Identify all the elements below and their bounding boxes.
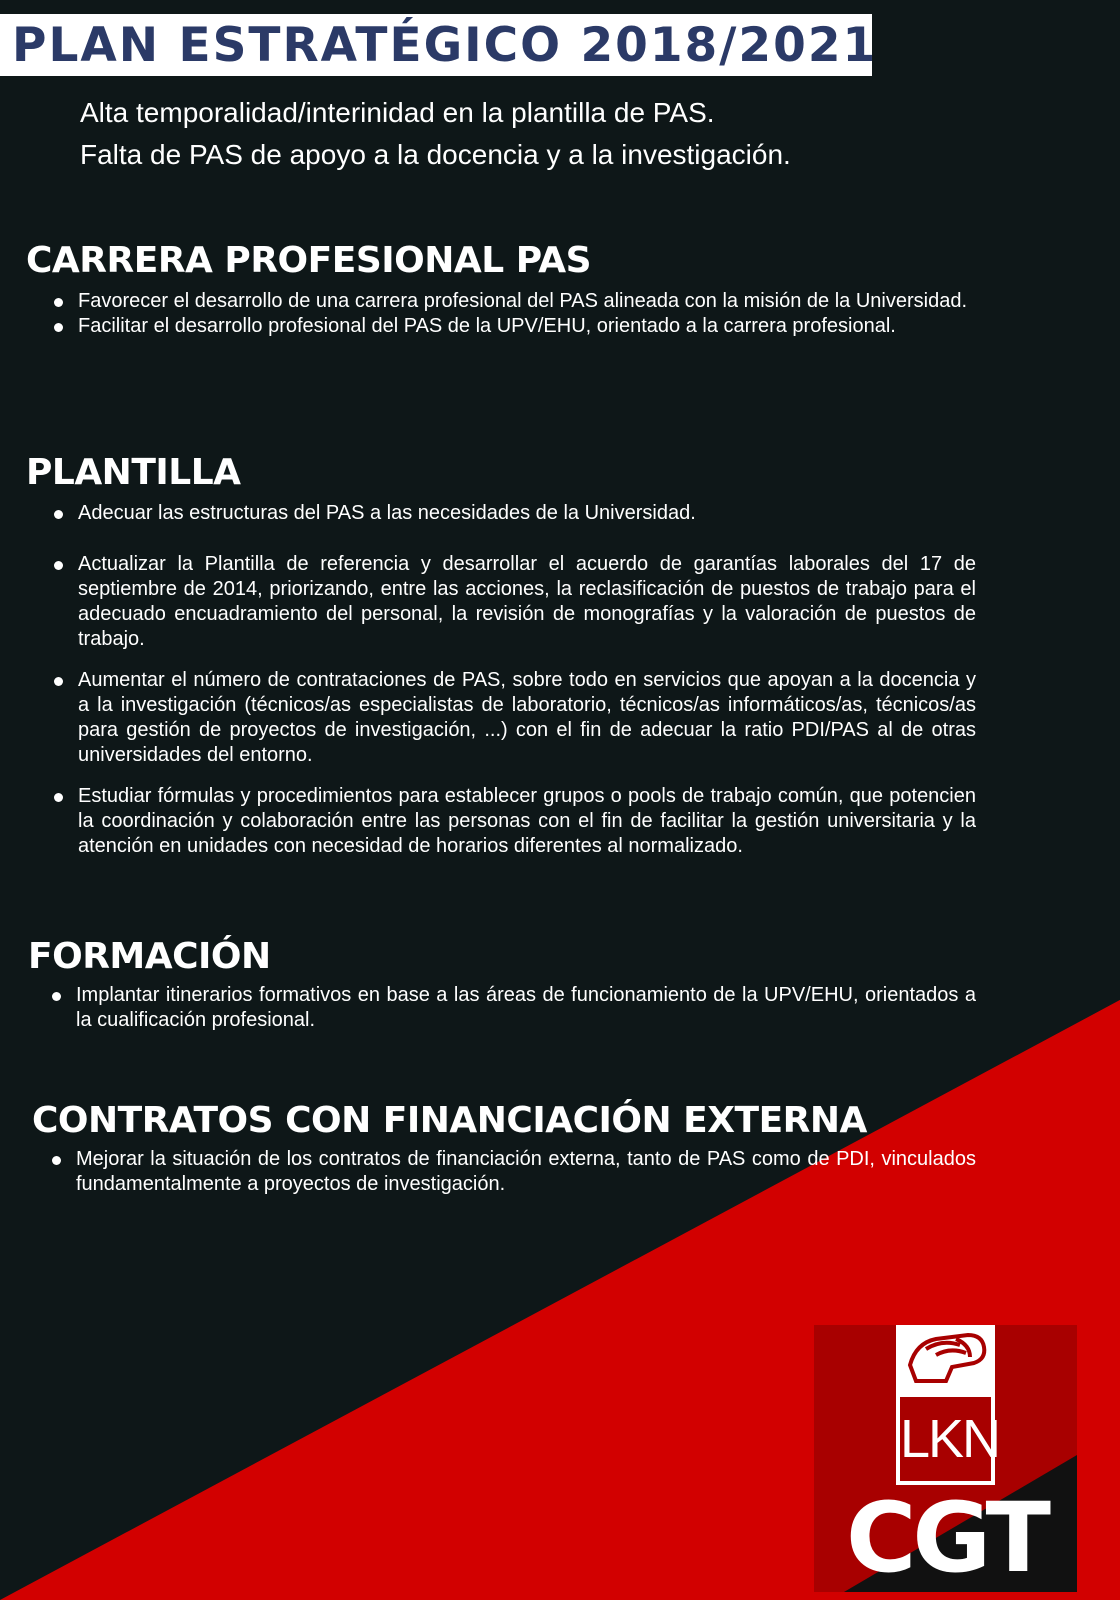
raised-fist-icon	[896, 1325, 995, 1397]
plantilla-list	[52, 501, 976, 859]
section-title-plantilla: PLANTILLA	[26, 452, 241, 493]
list-item: Facilitar el desarrollo profesional del PAS de la UPV/EHU, orientado a la carrera profesional.	[52, 314, 976, 339]
intro-line: Falta de PAS de apoyo a la docencia y a la investigación.	[80, 139, 791, 170]
page-title: PLAN ESTRATÉGICO 2018/2021	[12, 18, 878, 73]
list-item: Mejorar la situación de los contratos de financiación externa, tanto de PAS como de PDI, vinculados fundamentalmente a proyectos de investigación.	[50, 1147, 976, 1197]
list-item: Estudiar fórmulas y procedimientos para establecer grupos o pools de trabajo común, que potencien la coordinación y colaboración entre las personas con el fin de facilitar la gestión universitaria y la atención en unidades con necesidad de horarios diferentes al normalizado.	[52, 784, 976, 859]
list-item: Implantar itinerarios formativos en base a las áreas de funcionamiento de la UPV/EHU, orientados a la cualificación profesional.	[50, 983, 976, 1033]
section-title-carrera: CARRERA PROFESIONAL PAS	[26, 240, 592, 281]
title-banner	[0, 14, 878, 76]
list-item: Actualizar la Plantilla de referencia y desarrollar el acuerdo de garantías laborales del 17 de septiembre de 2014, priorizando, entre las acciones, la reclasificación de puestos de trabajo para el adecuado encuadramiento del personal, la revisión de monografías y la valoración de puestos de trabajo.	[52, 552, 976, 652]
list-item: Favorecer el desarrollo de una carrera profesional del PAS alineada con la misión de la Universidad.	[52, 289, 976, 314]
cgt-lkn-logo	[814, 1325, 1077, 1592]
logo-cgt-text: CGT	[845, 1482, 1048, 1592]
section-plantilla	[26, 452, 976, 859]
section-title-contratos: CONTRATOS CON FINANCIACIÓN EXTERNA	[32, 1100, 867, 1141]
logo-lkn-text: LKN	[900, 1409, 1000, 1469]
contratos-list	[50, 1147, 976, 1197]
list-item: Adecuar las estructuras del PAS a las necesidades de la Universidad.	[52, 501, 976, 526]
formacion-list	[50, 983, 976, 1033]
section-carrera	[26, 240, 976, 339]
intro-line: Alta temporalidad/interinidad en la plantilla de PAS.	[80, 97, 715, 128]
section-contratos	[32, 1100, 976, 1197]
section-title-formacion: FORMACIÓN	[28, 936, 271, 977]
intro-block	[80, 92, 1040, 176]
list-item: Aumentar el número de contrataciones de PAS, sobre todo en servicios que apoyan a la docencia y a la investigación (técnicos/as especialistas de laboratorio, técnicos/as informáticos/as, técnicos/as para gestión de proyectos de investigación, ...) con el fin de adecuar la ratio PDI/PAS al de otras universidades del entorno.	[52, 668, 976, 768]
carrera-list	[52, 289, 976, 339]
section-formacion	[28, 936, 976, 1033]
logo-emblem	[896, 1325, 1000, 1485]
